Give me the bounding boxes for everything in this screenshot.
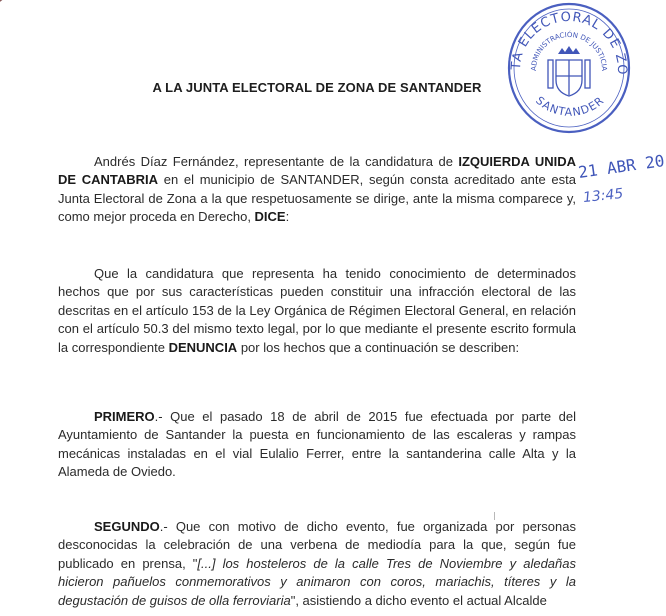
p1-dice: DICE <box>254 209 286 225</box>
stamp-inner-text: ADMINISTRACIÓN DE JUSTICIA <box>529 30 609 72</box>
paragraph-denuncia <box>58 265 576 357</box>
p4-quote: [...] los hosteleros de la calle Tres de Noviembre y aledañas hicieron pañuelos conmemorativos y animaron con coros, mariachis, títeres y la degustación de guisos de olla ferroviaria <box>58 555 576 608</box>
paragraph-primero <box>58 408 576 482</box>
p1-text-2: en el municipio de SANTANDER, según consta acreditado ante esta Junta Electoral de Zona a la que respetuosamente se dirige, ante la misma comparece y, como mejor proceda en Derecho, <box>58 172 576 225</box>
paragraph-segundo <box>58 518 576 610</box>
p2-text-1: Que la candidatura que representa ha tenido conocimiento de determinados hechos que por sus características pueden constituir una infracción electoral de las descritas en el artículo 153 de la Ley Orgánica de Régimen Electoral General, en relación con el artículo 50.3 del mismo texto legal, por lo que mediante el presente escrito formula la correspondiente <box>58 266 576 355</box>
p4-segundo-label: SEGUNDO <box>94 519 160 534</box>
paragraph-introduction <box>58 153 576 227</box>
p1-text-3: : <box>285 209 290 225</box>
p3-text-1: .- Que el pasado 18 de abril de 2015 fue efectuada por parte del Ayuntamiento de Santander la puesta en funcionamiento de las escaleras y rampas mecánicas instaladas en el vial Eulalio Ferrer, entre la santanderina calle Alta y la Alameda de Oviedo. <box>58 409 576 480</box>
corner-pen-mark <box>0 0 30 6</box>
p4-text-1: .- Que con motivo de dicho evento, fue organizada por personas desconocidas la celebración de una verbena de mediodía para la que, según fue publicado en prensa, " <box>58 519 576 571</box>
p4-text-2: ", asistiendo a dicho evento el actual Alcalde <box>290 592 547 608</box>
received-date-stamp: 21 ABR 20 <box>577 151 666 182</box>
junta-electoral-stamp-seal <box>500 0 638 142</box>
stamp-top-text: TA ELECTORAL DE ZO <box>508 9 630 76</box>
p1-party-name: IZQUIERDA UNIDA DE CANTABRIA <box>58 154 576 188</box>
p2-denuncia: DENUNCIA <box>168 339 238 355</box>
received-time-handwritten: 13:45 <box>582 185 625 207</box>
p1-text-1: Andrés Díaz Fernández, representante de la candidatura de <box>94 154 459 169</box>
document-heading: A LA JUNTA ELECTORAL DE ZONA DE SANTANDER <box>152 80 482 95</box>
p2-text-2: por los hechos que a continuación se describen: <box>237 339 520 355</box>
p3-primero-label: PRIMERO <box>94 409 155 424</box>
stamp-bottom-text: SANTANDER <box>533 93 607 119</box>
svg-text:SANTANDER <box>533 94 607 119</box>
